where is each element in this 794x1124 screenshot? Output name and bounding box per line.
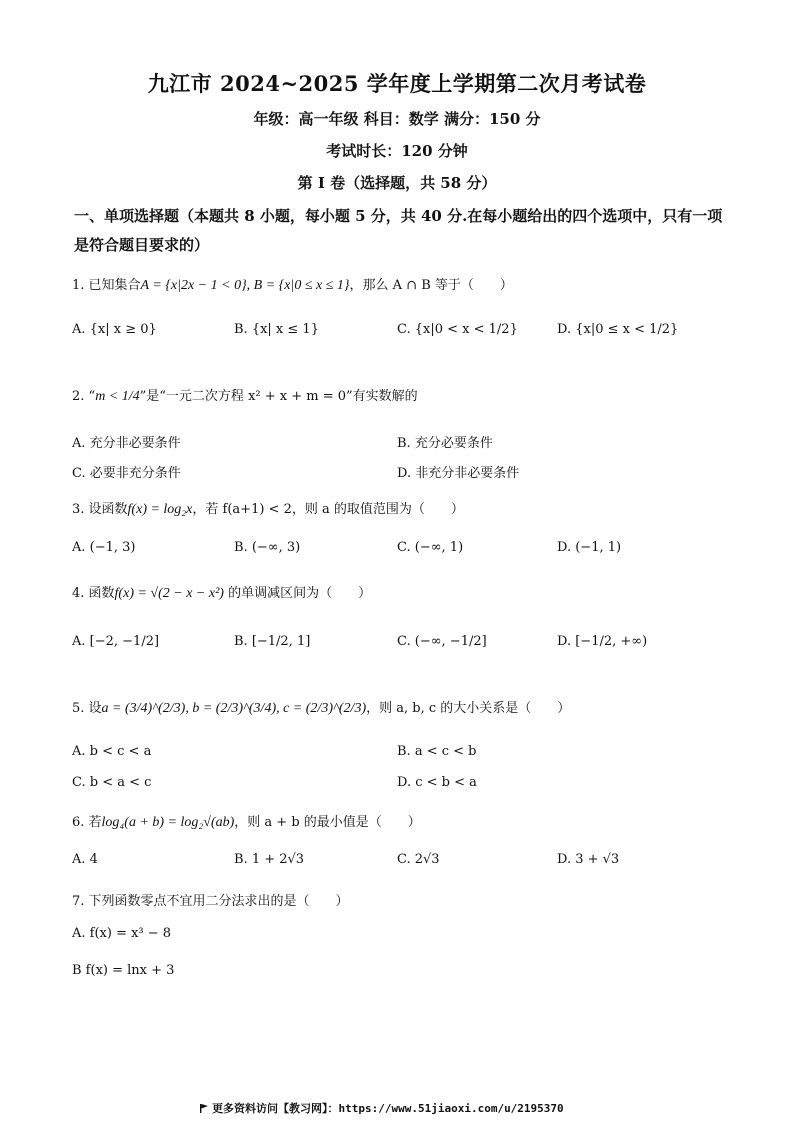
question-5-math: a = (3/4)^(2/3), b = (2/3)^(3/4), c = (2/3)^(2/3) <box>101 701 367 716</box>
question-6-option-a: A. 4 <box>72 852 98 867</box>
question-2-option-c: C. 必要非充分条件 <box>72 466 181 481</box>
question-7-option-a: A. f(x) = x³ − 8 <box>72 926 172 941</box>
question-1-stem: 1. 已知集合A = {x|2x − 1 < 0}, B = {x|0 ≤ x ≤ 1}，那么 A ∩ B 等于（ ） <box>72 278 513 293</box>
question-4-option-b: B. [−1/2, 1] <box>234 634 311 649</box>
exam-title: 九江市 2024~2025 学年度上学期第二次月考试卷 <box>147 71 647 96</box>
question-2-option-a: A. 充分非必要条件 <box>72 436 181 451</box>
question-1-option-d: D. {x|0 ≤ x < 1/2} <box>557 322 679 337</box>
question-1-option-b: B. {x| x ≤ 1} <box>234 322 319 337</box>
question-4-option-c: C. (−∞, −1/2] <box>397 634 487 649</box>
question-3-math: f(x) = log₂x <box>127 502 193 517</box>
question-6-option-d: D. 3 + √3 <box>557 852 620 867</box>
question-6-stem: 6. 若log₄(a + b) = log₂√(ab)，则 a + b 的最小值是（ ） <box>72 815 421 830</box>
question-3-option-c: C. (−∞, 1) <box>397 540 464 555</box>
footer-text: 更多资料访问【教习网】：https://www.51jiaoxi.com/u/2195370 <box>212 1102 564 1115</box>
volume-heading: 第 I 卷（选择题，共 58 分） <box>297 174 497 192</box>
question-3-option-a: A. (−1, 3) <box>72 540 136 555</box>
question-5-option-d: D. c < b < a <box>397 775 477 790</box>
exam-duration-line: 考试时长：120 分钟 <box>326 142 468 160</box>
question-1-math: A = {x|2x − 1 < 0}, B = {x|0 ≤ x ≤ 1} <box>140 278 350 293</box>
question-7-stem: 7. 下列函数零点不宜用二分法求出的是（ ） <box>72 894 349 909</box>
footer-link[interactable] <box>200 1100 564 1116</box>
section-heading: 一、单项选择题（本题共 8 小题，每小题 5 分，共 40 分.在每小题给出的四个选项中，只有一项是符合题目要求的） <box>74 207 723 254</box>
grade-subject-line: 年级：高一年级 科目：数学 满分：150 分 <box>253 110 541 128</box>
question-2-stem: 2. “m < 1/4”是“一元二次方程 x² + x + m = 0”有实数解的 <box>72 389 418 404</box>
question-2-math: m < 1/4 <box>95 389 140 404</box>
question-4-math: f(x) = √(2 − x − x²) <box>114 586 224 601</box>
question-5-option-c: C. b < a < c <box>72 775 152 790</box>
question-6-option-b: B. 1 + 2√3 <box>234 852 305 867</box>
question-2-option-b: B. 充分必要条件 <box>397 436 493 451</box>
question-6-math: log₄(a + b) = log₂√(ab) <box>101 815 235 830</box>
question-2-option-d: D. 非充分非必要条件 <box>397 466 520 481</box>
question-3-option-b: B. (−∞, 3) <box>234 540 301 555</box>
question-4-option-a: A. [−2, −1/2] <box>72 634 160 649</box>
question-1-option-a: A. {x| x ≥ 0} <box>72 322 157 337</box>
question-5-option-b: B. a < c < b <box>397 744 477 759</box>
question-5-option-a: A. b < c < a <box>72 744 152 759</box>
question-1-option-c: C. {x|0 < x < 1/2} <box>397 322 518 337</box>
question-7-option-b: B f(x) = lnx + 3 <box>72 963 175 978</box>
flag-icon <box>200 1104 208 1113</box>
question-5-stem: 5. 设a = (3/4)^(2/3), b = (2/3)^(3/4), c = (2/3)^(2/3)，则 a, b, c 的大小关系是（ ） <box>72 701 571 716</box>
question-3-option-d: D. (−1, 1) <box>557 540 622 555</box>
question-6-option-c: C. 2√3 <box>397 852 440 867</box>
question-4-option-d: D. [−1/2, +∞) <box>557 634 648 649</box>
question-3-stem: 3. 设函数f(x) = log₂x，若 f(a+1) < 2，则 a 的取值范围为（ ） <box>72 502 464 517</box>
question-4-stem: 4. 函数f(x) = √(2 − x − x²) 的单调减区间为（ ） <box>72 586 372 601</box>
